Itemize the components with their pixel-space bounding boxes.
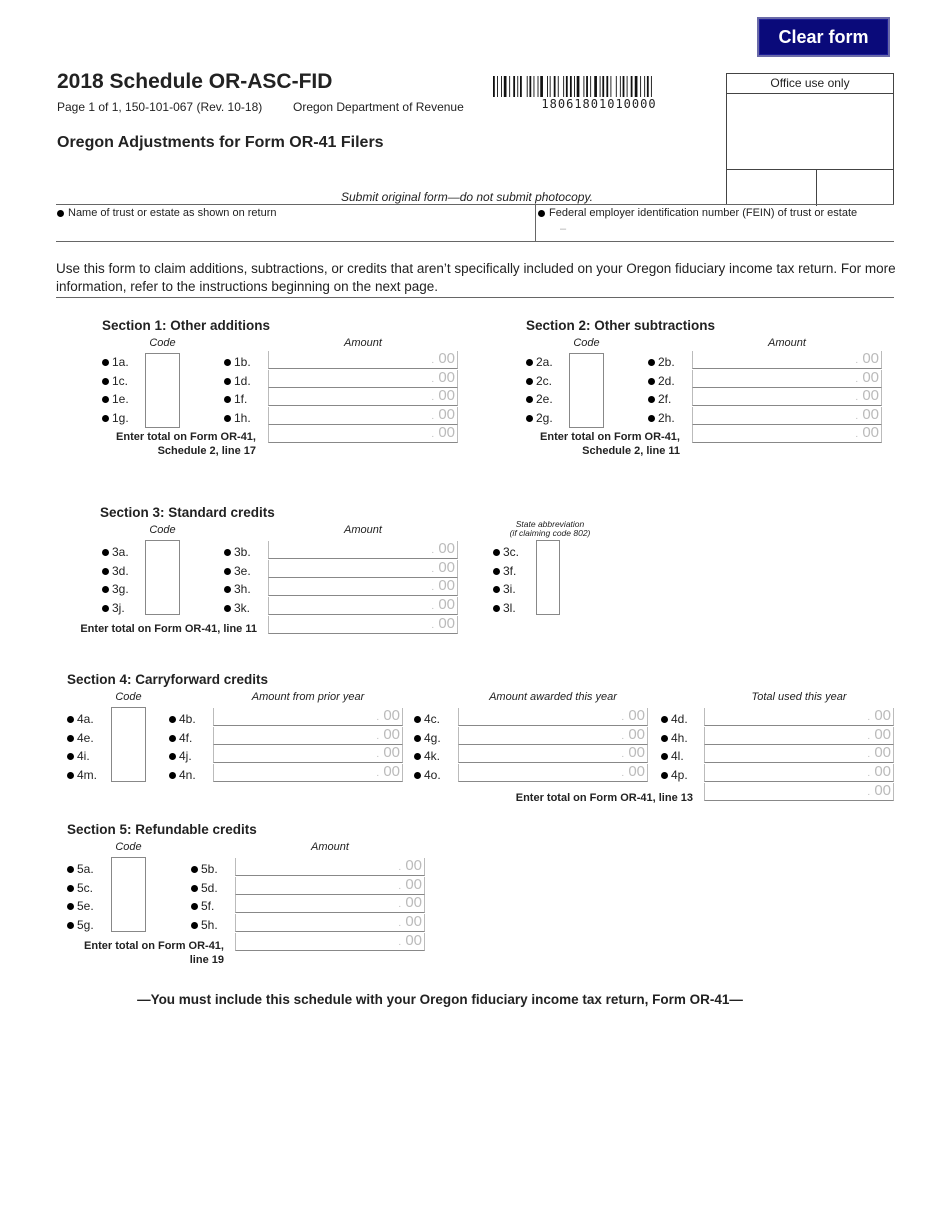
decimal-point: . <box>398 899 402 910</box>
bullet-icon <box>526 359 533 366</box>
bullet-icon <box>191 866 198 873</box>
bullet-icon <box>493 586 500 593</box>
section1-code-label: 1g. <box>102 411 129 425</box>
section3-code-header: Code <box>149 524 176 536</box>
form-title: 2018 Schedule OR-ASC-FID <box>57 70 333 93</box>
barcode-bar <box>527 76 528 97</box>
cents-placeholder: 00 <box>628 762 645 780</box>
bullet-icon <box>191 885 198 892</box>
section3-state-label: 3c. <box>493 545 519 559</box>
bullet-icon <box>67 716 74 723</box>
section4-prior-label: 4f. <box>169 731 192 745</box>
section2-amount-input[interactable] <box>692 351 882 369</box>
decimal-point: . <box>431 392 435 403</box>
section3-code-label: 3g. <box>102 582 129 596</box>
bullet-icon <box>169 716 176 723</box>
cents-placeholder: 00 <box>383 725 400 743</box>
bullet-icon <box>526 415 533 422</box>
section2-total-input[interactable] <box>692 425 882 443</box>
section2-total-label: Enter total on Form OR-41, <box>540 431 680 443</box>
decimal-point: . <box>855 410 859 422</box>
barcode-bar <box>590 76 591 97</box>
decimal-point: . <box>621 767 625 779</box>
bullet-icon <box>67 903 74 910</box>
bullet-icon <box>224 549 231 556</box>
bullet-icon <box>169 735 176 742</box>
section3-state-label: 3i. <box>493 582 516 596</box>
decimal-point: . <box>398 862 402 873</box>
section3-state-box[interactable] <box>536 540 560 615</box>
barcode-bar <box>577 76 580 97</box>
section4-prior-label: 4n. <box>169 768 196 782</box>
section5-amount-input[interactable] <box>235 858 425 876</box>
decimal-point: . <box>855 429 859 440</box>
section5-code-label: 5c. <box>67 881 93 895</box>
clear-form-button[interactable]: Clear form <box>757 17 890 57</box>
footer-note: —You must include this schedule with your Oregon fiduciary income tax return, Form OR-41— <box>137 992 743 1007</box>
barcode-bar <box>540 76 543 97</box>
cents-placeholder: 00 <box>862 350 879 367</box>
barcode-bar <box>497 76 498 97</box>
section4-title: Section 4: Carryforward credits <box>67 672 269 687</box>
cents-placeholder: 00 <box>438 595 455 613</box>
bullet-icon <box>648 415 655 422</box>
cents-placeholder: 00 <box>438 405 455 423</box>
barcode-bar <box>606 76 608 97</box>
bullet-icon <box>102 549 109 556</box>
barcode-bar <box>520 76 522 97</box>
cents-placeholder: 00 <box>438 615 455 632</box>
page-info: Page 1 of 1, 150-101-067 (Rev. 10-18) <box>57 100 263 114</box>
section4-used-input[interactable] <box>704 764 894 782</box>
cents-placeholder: 00 <box>405 932 422 949</box>
section5-code-label: 5e. <box>67 899 94 913</box>
section2-amount-label: 2h. <box>648 411 675 425</box>
section2-amount-input[interactable] <box>692 407 882 425</box>
section5-title: Section 5: Refundable credits <box>67 822 257 837</box>
section5-code-label: 5g. <box>67 918 94 932</box>
trust-name-input[interactable] <box>57 222 534 240</box>
section5-amount-label: 5b. <box>191 862 218 876</box>
bullet-icon <box>67 735 74 742</box>
barcode-bar <box>554 76 556 97</box>
bullet-icon <box>102 378 109 385</box>
bullet-icon <box>493 605 500 612</box>
bullet-icon <box>102 568 109 575</box>
decimal-point: . <box>867 767 871 779</box>
barcode-bar <box>504 76 507 97</box>
decimal-point: . <box>431 373 435 385</box>
section1-total-input[interactable] <box>268 425 458 443</box>
decimal-point: . <box>431 600 435 612</box>
decimal-point: . <box>398 937 402 948</box>
bullet-icon <box>661 716 668 723</box>
section1-code-box[interactable] <box>145 353 180 428</box>
cents-placeholder: 00 <box>628 707 645 724</box>
submit-note: Submit original form—do not submit photocopy. <box>341 190 593 204</box>
section4-code-label: 4a. <box>67 712 94 726</box>
section5-code-label: 5a. <box>67 862 94 876</box>
section4-awarded-input[interactable] <box>458 764 648 782</box>
section1-amount-label: 1b. <box>224 355 251 369</box>
bullet-icon <box>493 568 500 575</box>
section2-amount-label: 2b. <box>648 355 675 369</box>
decimal-point: . <box>398 880 402 892</box>
section4-total-label: Enter total on Form OR-41, line 13 <box>515 792 693 804</box>
section5-amount-input[interactable] <box>235 895 425 913</box>
section4-used-label: 4p. <box>661 768 688 782</box>
section4-used-label: 4l. <box>661 749 684 763</box>
bullet-icon <box>648 378 655 385</box>
section2-code-box[interactable] <box>569 353 604 428</box>
bullet-icon <box>102 586 109 593</box>
cents-placeholder: 00 <box>383 707 400 724</box>
decimal-point: . <box>855 355 859 366</box>
decimal-point: . <box>431 620 435 631</box>
bullet-icon <box>67 922 74 929</box>
barcode-number: 18061801010000 <box>541 97 657 111</box>
department-name: Oregon Department of Revenue <box>293 100 464 114</box>
section4-code-label: 4i. <box>67 749 90 763</box>
cents-placeholder: 00 <box>438 540 455 557</box>
barcode-bar <box>547 76 548 97</box>
cents-placeholder: 00 <box>383 762 400 780</box>
section2-amount-input[interactable] <box>692 370 882 388</box>
section2-title: Section 2: Other subtractions <box>526 318 716 333</box>
bullet-icon <box>67 772 74 779</box>
section2-code-label: 2g. <box>526 411 553 425</box>
decimal-point: . <box>431 429 435 440</box>
cents-placeholder: 00 <box>862 405 879 423</box>
barcode-bar <box>610 76 611 97</box>
barcode-bar <box>570 76 572 97</box>
barcode-bar <box>594 76 597 97</box>
section2-code-label: 2c. <box>526 374 552 388</box>
section2-code-label: 2e. <box>526 392 553 406</box>
cents-placeholder: 00 <box>862 387 879 404</box>
cents-placeholder: 00 <box>438 424 455 441</box>
section3-amount-input[interactable] <box>268 597 458 615</box>
section3-total-label: Enter total on Form OR-41, line 11 <box>80 623 257 635</box>
barcode-bar <box>493 76 495 97</box>
section4-prior-input[interactable] <box>213 764 403 782</box>
section3-state-label: 3f. <box>493 564 516 578</box>
barcode-bar <box>647 76 649 97</box>
decimal-point: . <box>867 787 871 798</box>
section4-used-input[interactable] <box>704 727 894 745</box>
barcode-bar <box>623 76 625 97</box>
section3-amount-input[interactable] <box>268 560 458 578</box>
cents-placeholder: 00 <box>383 744 400 761</box>
decimal-point: . <box>621 730 625 742</box>
bullet-icon <box>102 396 109 403</box>
section1-code-label: 1e. <box>102 392 129 406</box>
decimal-point: . <box>376 749 380 760</box>
decimal-point: . <box>376 767 380 779</box>
section4-awarded-header: Amount awarded this year <box>489 691 617 703</box>
office-use-label: Office use only <box>727 74 893 94</box>
section4-awarded-label: 4g. <box>414 731 441 745</box>
section4-used-header: Total used this year <box>751 691 847 703</box>
decimal-point: . <box>621 749 625 760</box>
bullet-icon <box>191 922 198 929</box>
section3-total-input[interactable] <box>268 616 458 634</box>
section2-amount-label: 2d. <box>648 374 675 388</box>
section4-code-box[interactable] <box>111 707 146 782</box>
section1-code-header: Code <box>149 337 176 349</box>
bullet-icon <box>526 378 533 385</box>
barcode-bar <box>586 76 588 97</box>
section4-used-input[interactable] <box>704 708 894 726</box>
barcode-bar <box>574 76 575 97</box>
cents-placeholder: 00 <box>628 725 645 743</box>
section5-code-box[interactable] <box>111 857 146 932</box>
bullet-icon <box>67 866 74 873</box>
barcode-bar <box>529 76 531 97</box>
section4-total-input[interactable] <box>704 783 894 801</box>
cents-placeholder: 00 <box>438 558 455 576</box>
bullet-icon <box>67 885 74 892</box>
bullet-icon <box>102 359 109 366</box>
bullet-icon <box>224 359 231 366</box>
section5-amount-label: 5d. <box>191 881 218 895</box>
bullet-icon <box>169 772 176 779</box>
barcode-bar <box>627 76 628 97</box>
section2-code-label: 2a. <box>526 355 553 369</box>
decimal-point: . <box>376 712 380 723</box>
fein-label: Federal employer identification number (FEIN) of trust or estate <box>538 207 857 219</box>
section1-amount-header: Amount <box>344 337 382 349</box>
intro-text: Use this form to claim additions, subtractions, or credits that aren’t specifically included on your Oregon fiduciary income tax return. For more information, refer to the instructions beginning on the next page. <box>56 261 896 294</box>
section3-code-box[interactable] <box>145 540 180 615</box>
section3-amount-label: 3k. <box>224 601 250 615</box>
section1-amount-label: 1h. <box>224 411 251 425</box>
barcode-bar <box>558 76 559 97</box>
section3-amount-input[interactable] <box>268 541 458 559</box>
barcode-bar <box>640 76 641 97</box>
barcode-bar <box>651 76 652 97</box>
cents-placeholder: 00 <box>874 707 891 724</box>
bullet-icon <box>224 568 231 575</box>
cents-placeholder: 00 <box>874 782 891 799</box>
barcode-bar <box>635 76 638 97</box>
section1-total-label: Schedule 2, line 17 <box>157 445 256 457</box>
decimal-point: . <box>431 410 435 422</box>
section4-awarded-label: 4c. <box>414 712 440 726</box>
section4-prior-label: 4j. <box>169 749 192 763</box>
decimal-point: . <box>431 545 435 556</box>
section4-prior-label: 4b. <box>169 712 196 726</box>
barcode-image <box>493 76 705 97</box>
bullet-icon <box>224 605 231 612</box>
section1-code-label: 1a. <box>102 355 129 369</box>
section5-total-label: line 19 <box>189 954 224 966</box>
section3-amount-label: 3b. <box>224 545 251 559</box>
bullet-icon <box>102 415 109 422</box>
section4-code-label: 4m. <box>67 768 97 782</box>
bullet-icon <box>67 753 74 760</box>
section5-code-header: Code <box>115 841 142 853</box>
section1-amount-label: 1f. <box>224 392 247 406</box>
bullet-icon <box>57 210 64 217</box>
office-use-box <box>726 73 894 205</box>
bullet-icon <box>224 586 231 593</box>
trust-name-label: Name of trust or estate as shown on return <box>57 207 277 219</box>
barcode-bar <box>517 76 518 97</box>
decimal-point: . <box>398 917 402 929</box>
decimal-point: . <box>431 582 435 593</box>
section3-code-label: 3j. <box>102 601 125 615</box>
section1-amount-input[interactable] <box>268 351 458 369</box>
section3-title: Section 3: Standard credits <box>100 505 275 520</box>
cents-placeholder: 00 <box>405 857 422 874</box>
section4-prior-header: Amount from prior year <box>251 691 365 703</box>
section4-used-label: 4d. <box>661 712 688 726</box>
cents-placeholder: 00 <box>874 744 891 761</box>
cents-placeholder: 00 <box>862 424 879 441</box>
bullet-icon <box>538 210 545 217</box>
section4-used-input[interactable] <box>704 745 894 763</box>
barcode-bar <box>513 76 515 97</box>
section5-amount-input[interactable] <box>235 914 425 932</box>
section1-code-label: 1c. <box>102 374 128 388</box>
bullet-icon <box>493 549 500 556</box>
cents-placeholder: 00 <box>438 350 455 367</box>
cents-placeholder: 00 <box>628 744 645 761</box>
cents-placeholder: 00 <box>438 577 455 594</box>
section1-amount-input[interactable] <box>268 388 458 406</box>
bullet-icon <box>661 735 668 742</box>
section3-amount-input[interactable] <box>268 578 458 596</box>
bullet-icon <box>414 735 421 742</box>
decimal-point: . <box>855 373 859 385</box>
barcode-bar <box>501 76 502 97</box>
barcode-bar <box>563 76 564 97</box>
bullet-icon <box>191 903 198 910</box>
barcode-bar <box>616 76 617 97</box>
section2-amount-label: 2f. <box>648 392 671 406</box>
decimal-point: . <box>855 392 859 403</box>
section4-prior-input[interactable] <box>213 708 403 726</box>
bullet-icon <box>526 396 533 403</box>
section4-awarded-input[interactable] <box>458 708 648 726</box>
cents-placeholder: 00 <box>405 912 422 930</box>
section1-amount-input[interactable] <box>268 407 458 425</box>
section3-code-label: 3a. <box>102 545 129 559</box>
barcode-bar <box>566 76 568 97</box>
section5-amount-label: 5h. <box>191 918 218 932</box>
bullet-icon <box>414 753 421 760</box>
barcode-bar <box>509 76 510 97</box>
form-subtitle: Oregon Adjustments for Form OR-41 Filers <box>57 134 384 151</box>
section4-used-label: 4h. <box>661 731 688 745</box>
section2-total-label: Schedule 2, line 11 <box>582 445 680 457</box>
decimal-point: . <box>431 563 435 575</box>
cents-placeholder: 00 <box>438 387 455 404</box>
bullet-icon <box>224 378 231 385</box>
barcode-bar <box>538 76 539 97</box>
bullet-icon <box>102 605 109 612</box>
section4-awarded-label: 4o. <box>414 768 441 782</box>
barcode-bar <box>620 76 621 97</box>
section4-prior-input[interactable] <box>213 727 403 745</box>
section4-code-header: Code <box>115 691 142 703</box>
bullet-icon <box>648 359 655 366</box>
section4-code-label: 4e. <box>67 731 94 745</box>
section4-awarded-input[interactable] <box>458 727 648 745</box>
fein-dash: – <box>560 223 567 235</box>
section5-amount-header: Amount <box>311 841 349 853</box>
bullet-icon <box>414 772 421 779</box>
cents-placeholder: 00 <box>438 368 455 386</box>
cents-placeholder: 00 <box>405 875 422 893</box>
state-abbr-header: (if claiming code 802) <box>509 528 591 538</box>
section3-amount-label: 3h. <box>224 582 251 596</box>
section3-state-label: 3l. <box>493 601 516 615</box>
cents-placeholder: 00 <box>874 725 891 743</box>
section1-amount-input[interactable] <box>268 370 458 388</box>
decimal-point: . <box>376 730 380 742</box>
decimal-point: . <box>621 712 625 723</box>
barcode-bar <box>644 76 645 97</box>
bullet-icon <box>648 396 655 403</box>
section1-amount-label: 1d. <box>224 374 251 388</box>
cents-placeholder: 00 <box>405 894 422 911</box>
section1-title: Section 1: Other additions <box>102 318 271 333</box>
bullet-icon <box>414 716 421 723</box>
decimal-point: . <box>867 730 871 742</box>
state-abbr-header: State abbreviation <box>515 519 585 529</box>
barcode-bar <box>550 76 551 97</box>
section5-total-input[interactable] <box>235 933 425 951</box>
fein-input[interactable] <box>538 222 893 240</box>
bullet-icon <box>661 753 668 760</box>
bullet-icon <box>169 753 176 760</box>
bullet-icon <box>224 396 231 403</box>
decimal-point: . <box>431 355 435 366</box>
bullet-icon <box>224 415 231 422</box>
section1-total-label: Enter total on Form OR-41, <box>116 431 256 443</box>
cents-placeholder: 00 <box>874 762 891 780</box>
section3-amount-header: Amount <box>344 524 382 536</box>
section4-awarded-input[interactable] <box>458 745 648 763</box>
section3-code-label: 3d. <box>102 564 129 578</box>
section5-total-label: Enter total on Form OR-41, <box>84 940 224 952</box>
barcode-bar <box>583 76 584 97</box>
barcode-bar <box>600 76 601 97</box>
section5-amount-label: 5f. <box>191 899 214 913</box>
section4-awarded-label: 4k. <box>414 749 440 763</box>
section4-prior-input[interactable] <box>213 745 403 763</box>
section3-amount-label: 3e. <box>224 564 251 578</box>
decimal-point: . <box>867 712 871 723</box>
section2-amount-header: Amount <box>768 337 806 349</box>
barcode-bar <box>602 76 604 97</box>
section2-amount-input[interactable] <box>692 388 882 406</box>
cents-placeholder: 00 <box>862 368 879 386</box>
barcode-bar <box>631 76 633 97</box>
barcode-bar <box>534 76 535 97</box>
section5-amount-input[interactable] <box>235 877 425 895</box>
decimal-point: . <box>867 749 871 760</box>
section2-code-header: Code <box>573 337 600 349</box>
bullet-icon <box>661 772 668 779</box>
